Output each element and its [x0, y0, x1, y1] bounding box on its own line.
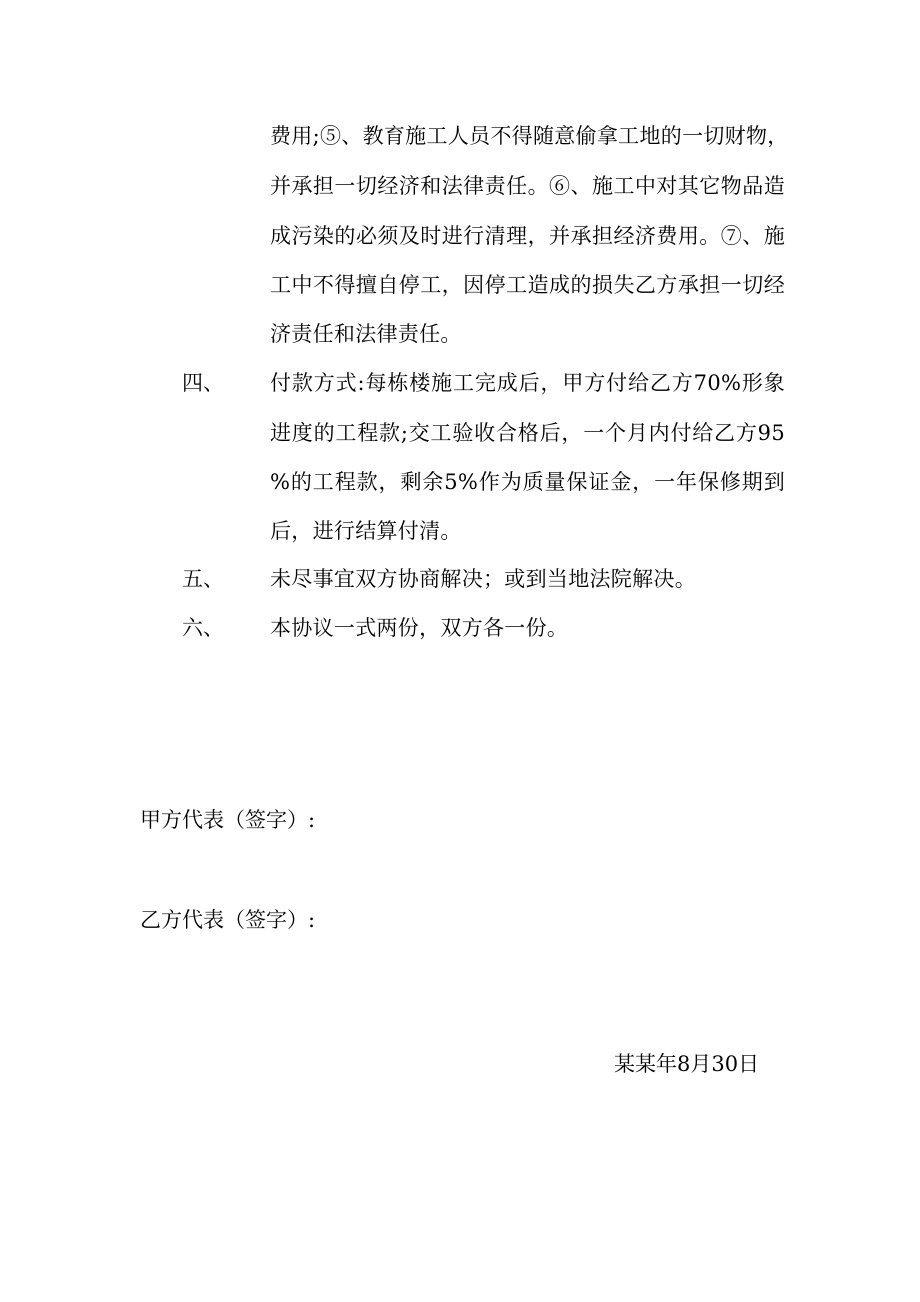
- continuation-line-3: 成污染的必须及时进行清理，并承担经济费用。⑦、施: [270, 224, 785, 248]
- clause-4-line-2: 进度的工程款;交工验收合格后，一个月内付给乙方95: [270, 421, 785, 445]
- continuation-line-5: 济责任和法律责任。: [270, 322, 462, 346]
- continuation-line-1: 费用;⑤、教育施工人员不得随意偷拿工地的一切财物，: [270, 124, 789, 148]
- clause-4-line-3: %的工程款，剩余5%作为质量保证金，一年保修期到: [270, 470, 785, 494]
- continuation-line-2: 并承担一切经济和法律责任。⑥、施工中对其它物品造: [270, 174, 785, 198]
- party-b-signature-label: 乙方代表（签字）:: [140, 908, 316, 932]
- continuation-line-4: 工中不得擅自停工，因停工造成的损失乙方承担一切经: [270, 273, 785, 297]
- signing-date: 某某年8月30日: [614, 1052, 760, 1076]
- clause-6-line-1: 本协议一式两份，双方各一份。: [270, 616, 569, 640]
- clause-4-number: 四、: [182, 371, 224, 395]
- clause-4-line-4: 后，进行结算付清。: [270, 519, 462, 543]
- clause-6-number: 六、: [182, 616, 224, 640]
- clause-5-line-1: 未尽事宜双方协商解决；或到当地法院解决。: [270, 567, 696, 591]
- clause-4-line-1: 付款方式:每栋楼施工完成后，甲方付给乙方70%形象: [270, 371, 785, 395]
- party-a-signature-label: 甲方代表（签字）:: [140, 808, 316, 832]
- clause-5-number: 五、: [182, 567, 224, 591]
